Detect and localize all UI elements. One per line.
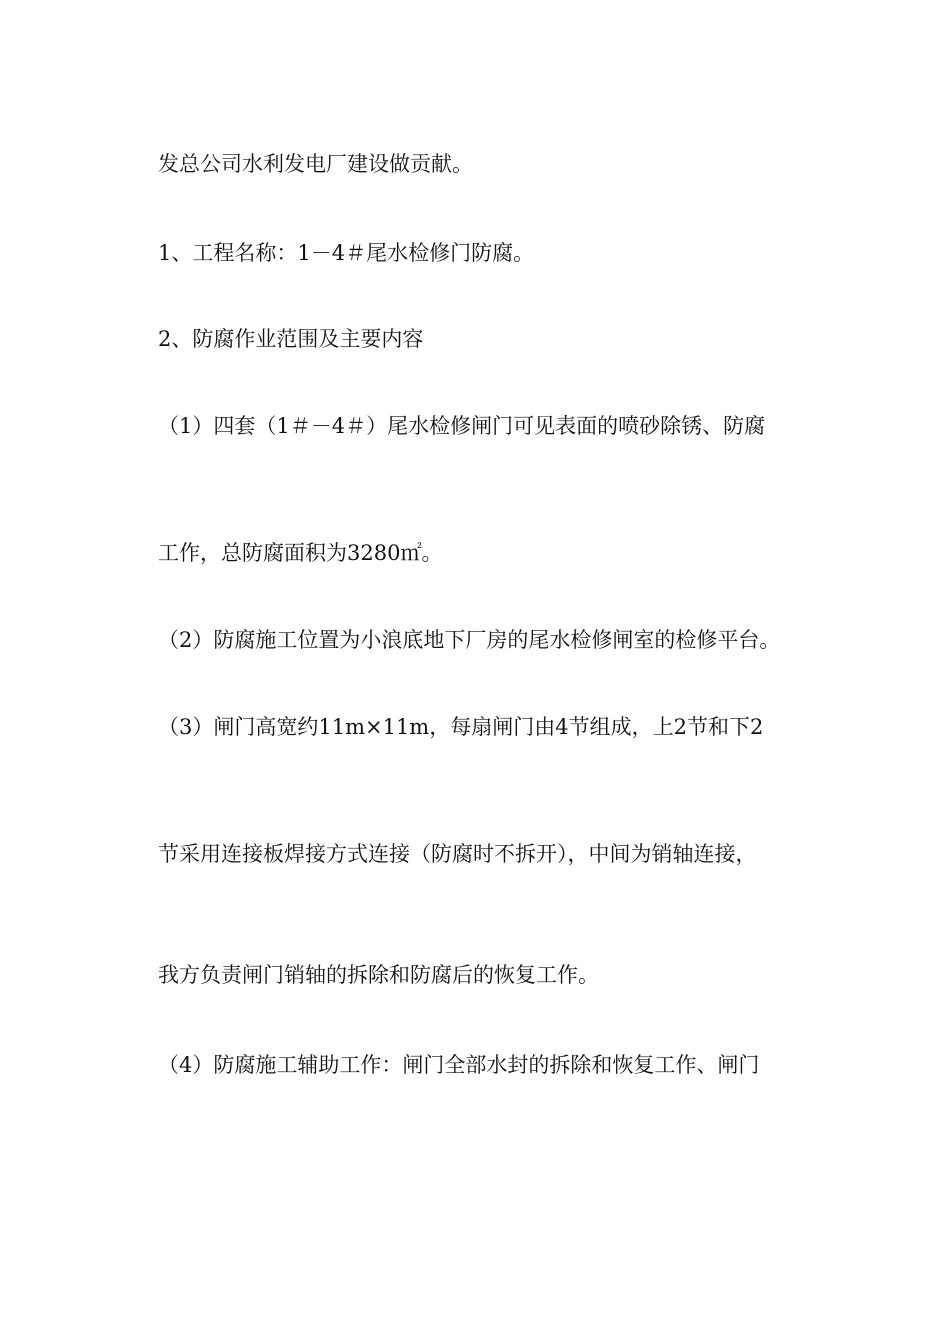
paragraph-line: 我方负责闸门销轴的拆除和防腐后的恢复工作。 xyxy=(158,963,599,987)
paragraph-line: 2、防腐作业范围及主要内容 xyxy=(158,327,424,351)
paragraph-line: （1）四套（1＃－4＃）尾水检修闸门可见表面的喷砂除锈、防腐 xyxy=(158,414,766,438)
paragraph-line: （3）闸门高宽约11m×11m，每扇闸门由4节组成，上2节和下2 xyxy=(158,715,764,739)
paragraph-line: （4）防腐施工辅助工作：闸门全部水封的拆除和恢复工作、闸门 xyxy=(158,1053,760,1077)
paragraph-line: 1、工程名称：1－4＃尾水检修门防腐。 xyxy=(158,241,535,265)
paragraph-line: （2）防腐施工位置为小浪底地下厂房的尾水检修闸室的检修平台。 xyxy=(158,628,781,652)
paragraph-line: 发总公司水利发电厂建设做贡献。 xyxy=(158,152,473,176)
paragraph-line: 节采用连接板焊接方式连接（防腐时不拆开），中间为销轴连接， xyxy=(158,842,757,866)
paragraph-line: 工作，总防腐面积为3280㎡。 xyxy=(158,541,443,565)
